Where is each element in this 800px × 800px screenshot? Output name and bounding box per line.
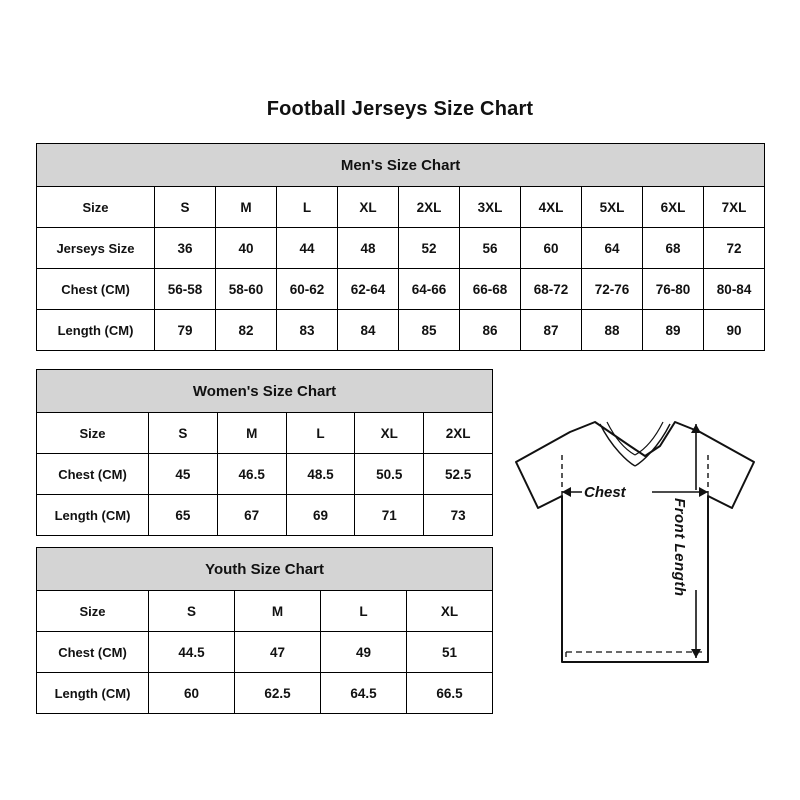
cell: 44 [277,228,338,269]
cell: 87 [521,310,582,351]
front-length-measure-label: Front Length [671,498,688,597]
cell: M [235,591,321,632]
cell: S [149,413,218,454]
cell: 72 [704,228,765,269]
cell: 48.5 [286,454,355,495]
youth-size-table [36,547,493,714]
table-row [37,228,765,269]
mens-caption: Men's Size Chart [37,144,765,187]
tshirt-icon [500,400,790,700]
cell: 60 [149,673,235,714]
cell: 73 [424,495,493,536]
cell: 52 [399,228,460,269]
cell: 85 [399,310,460,351]
row-label-chest: Chest (CM) [37,454,149,495]
mens-size-chart [36,143,764,351]
cell: 86 [460,310,521,351]
row-label-size: Size [37,413,149,454]
row-label-jerseys-size: Jerseys Size [37,228,155,269]
cell: XL [407,591,493,632]
cell: 89 [643,310,704,351]
table-caption-row [37,370,493,413]
cell: 68-72 [521,269,582,310]
jersey-measurement-diagram [500,400,790,700]
cell: 66-68 [460,269,521,310]
row-label-length: Length (CM) [37,310,155,351]
cell: 69 [286,495,355,536]
cell: 6XL [643,187,704,228]
cell: 5XL [582,187,643,228]
womens-size-table [36,369,493,536]
cell: 60-62 [277,269,338,310]
mens-size-table [36,143,765,351]
table-caption-row [37,548,493,591]
cell: XL [355,413,424,454]
cell: 40 [216,228,277,269]
table-row [37,454,493,495]
cell: 60 [521,228,582,269]
youth-caption: Youth Size Chart [37,548,493,591]
table-row [37,495,493,536]
table-caption-row [37,144,765,187]
youth-size-chart [36,547,492,714]
cell: 45 [149,454,218,495]
womens-size-chart [36,369,492,536]
cell: S [149,591,235,632]
table-row [37,310,765,351]
row-label-chest: Chest (CM) [37,632,149,673]
table-row [37,187,765,228]
cell: 7XL [704,187,765,228]
cell: 84 [338,310,399,351]
cell: 64.5 [321,673,407,714]
cell: M [217,413,286,454]
cell: 56-58 [155,269,216,310]
cell: 62-64 [338,269,399,310]
table-row [37,413,493,454]
cell: 79 [155,310,216,351]
page-title: Football Jerseys Size Chart [266,98,534,120]
cell: 62.5 [235,673,321,714]
cell: 44.5 [149,632,235,673]
row-label-length: Length (CM) [37,673,149,714]
cell: 51 [407,632,493,673]
cell: 67 [217,495,286,536]
cell: 64 [582,228,643,269]
cell: 2XL [399,187,460,228]
cell: 72-76 [582,269,643,310]
cell: 2XL [424,413,493,454]
cell: 65 [149,495,218,536]
cell: S [155,187,216,228]
row-label-length: Length (CM) [37,495,149,536]
cell: 36 [155,228,216,269]
cell: 64-66 [399,269,460,310]
cell: 88 [582,310,643,351]
womens-caption: Women's Size Chart [37,370,493,413]
cell: 90 [704,310,765,351]
cell: 82 [216,310,277,351]
cell: L [277,187,338,228]
row-label-chest: Chest (CM) [37,269,155,310]
cell: 80-84 [704,269,765,310]
cell: 46.5 [217,454,286,495]
cell: 47 [235,632,321,673]
cell: 50.5 [355,454,424,495]
table-row [37,591,493,632]
cell: L [286,413,355,454]
table-row [37,269,765,310]
cell: XL [338,187,399,228]
cell: 52.5 [424,454,493,495]
cell: 76-80 [643,269,704,310]
row-label-size: Size [37,591,149,632]
cell: 4XL [521,187,582,228]
cell: 58-60 [216,269,277,310]
cell: 66.5 [407,673,493,714]
cell: 49 [321,632,407,673]
chest-measure-label: Chest [584,484,626,501]
cell: 83 [277,310,338,351]
table-row [37,673,493,714]
cell: 48 [338,228,399,269]
table-row [37,632,493,673]
cell: 3XL [460,187,521,228]
cell: M [216,187,277,228]
row-label-size: Size [37,187,155,228]
cell: 71 [355,495,424,536]
cell: L [321,591,407,632]
cell: 68 [643,228,704,269]
cell: 56 [460,228,521,269]
